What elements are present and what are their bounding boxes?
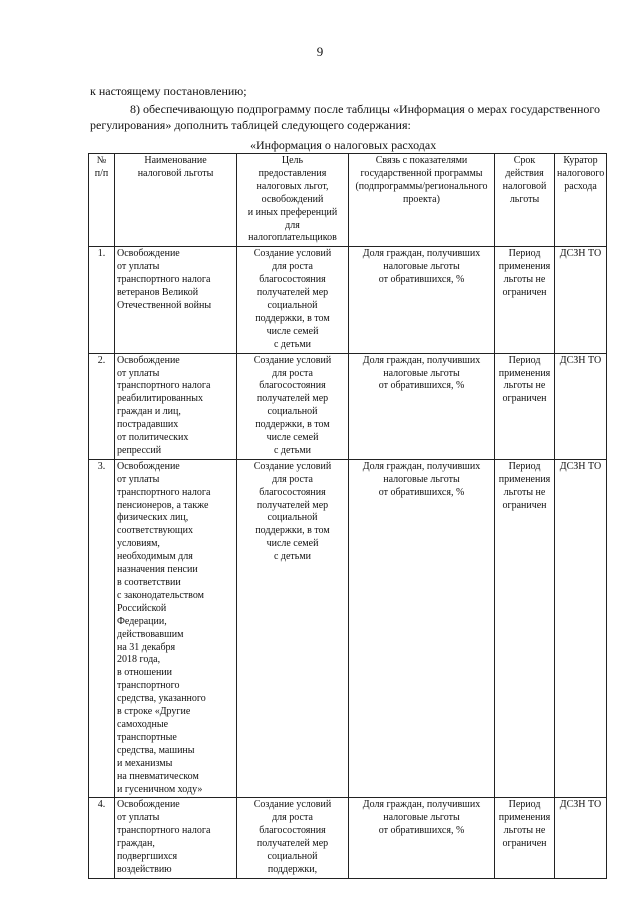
benefit-term: Период применения льготы не ограничен	[495, 798, 555, 878]
benefit-curator: ДСЗН ТО	[555, 247, 607, 353]
row-number: 2.	[89, 353, 115, 459]
header-program-link: Связь с показателями государственной программы (подпрограммы/регионального проекта)	[349, 154, 495, 247]
benefit-term: Период применения льготы не ограничен	[495, 247, 555, 353]
table-row	[89, 353, 607, 459]
benefit-name: Освобождение от уплаты транспортного налога ветеранов Великой Отечественной войны	[115, 247, 237, 353]
row-number: 4.	[89, 798, 115, 878]
benefit-goal: Создание условий для роста благосостояния получателей мер социальной поддержки, в том числе семей с детьми	[237, 459, 349, 798]
header-benefit-name: Наименование налоговой льготы	[115, 154, 237, 247]
program-link: Доля граждан, получивших налоговые льготы от обратившихся, %	[349, 459, 495, 798]
benefit-goal: Создание условий для роста благосостояния получателей мер социальной поддержки,	[237, 798, 349, 878]
benefit-term: Период применения льготы не ограничен	[495, 459, 555, 798]
table-row	[89, 459, 607, 798]
benefit-curator: ДСЗН ТО	[555, 353, 607, 459]
benefit-name: Освобождение от уплаты транспортного налога граждан, подвергшихся воздействию	[115, 798, 237, 878]
intro-paragraph: 8) обеспечивающую подпрограмму после таблицы «Информация о мерах государственного регулирования» дополнить таблицей следующего содержания:	[90, 102, 600, 132]
header-goal: Цель предоставления налоговых льгот, освобождений и иных преференций для налогоплательщиков	[237, 154, 349, 247]
table-row	[89, 247, 607, 353]
header-curator: Куратор налогового расхода	[555, 154, 607, 247]
intro-line-1: к настоящему постановлению;	[90, 84, 247, 98]
benefit-goal: Создание условий для роста благосостояния получателей мер социальной поддержки, в том числе семей с детьми	[237, 247, 349, 353]
benefit-curator: ДСЗН ТО	[555, 459, 607, 798]
tax-expenditure-table	[88, 153, 607, 879]
header-number: № п/п	[89, 154, 115, 247]
benefit-curator: ДСЗН ТО	[555, 798, 607, 878]
benefit-name: Освобождение от уплаты транспортного налога реабилитированных граждан и лиц, пострадавших от политических репрессий	[115, 353, 237, 459]
table-title: «Информация о налоговых расходах	[250, 138, 437, 152]
row-number: 3.	[89, 459, 115, 798]
table-row	[89, 798, 607, 878]
benefit-goal: Создание условий для роста благосостояния получателей мер социальной поддержки, в том числе семей с детьми	[237, 353, 349, 459]
program-link: Доля граждан, получивших налоговые льготы от обратившихся, %	[349, 798, 495, 878]
benefit-term: Период применения льготы не ограничен	[495, 353, 555, 459]
benefit-name: Освобождение от уплаты транспортного налога пенсионеров, а также физических лиц, соответствующих условиям, необходимым для назначения пенсии в соответствии с законодательством Российской Федерации, действовавшим на 31 декабря 2018 года, в отношении транспортного средства, указанного в строке «Другие самоходные транспортные средства, машины и механизмы на пневматическом и гусеничном ходу»	[115, 459, 237, 798]
program-link: Доля граждан, получивших налоговые льготы от обратившихся, %	[349, 247, 495, 353]
program-link: Доля граждан, получивших налоговые льготы от обратившихся, %	[349, 353, 495, 459]
table-header-row	[89, 154, 607, 247]
header-term: Срок действия налоговой льготы	[495, 154, 555, 247]
page-number: 9	[316, 44, 324, 59]
row-number: 1.	[89, 247, 115, 353]
